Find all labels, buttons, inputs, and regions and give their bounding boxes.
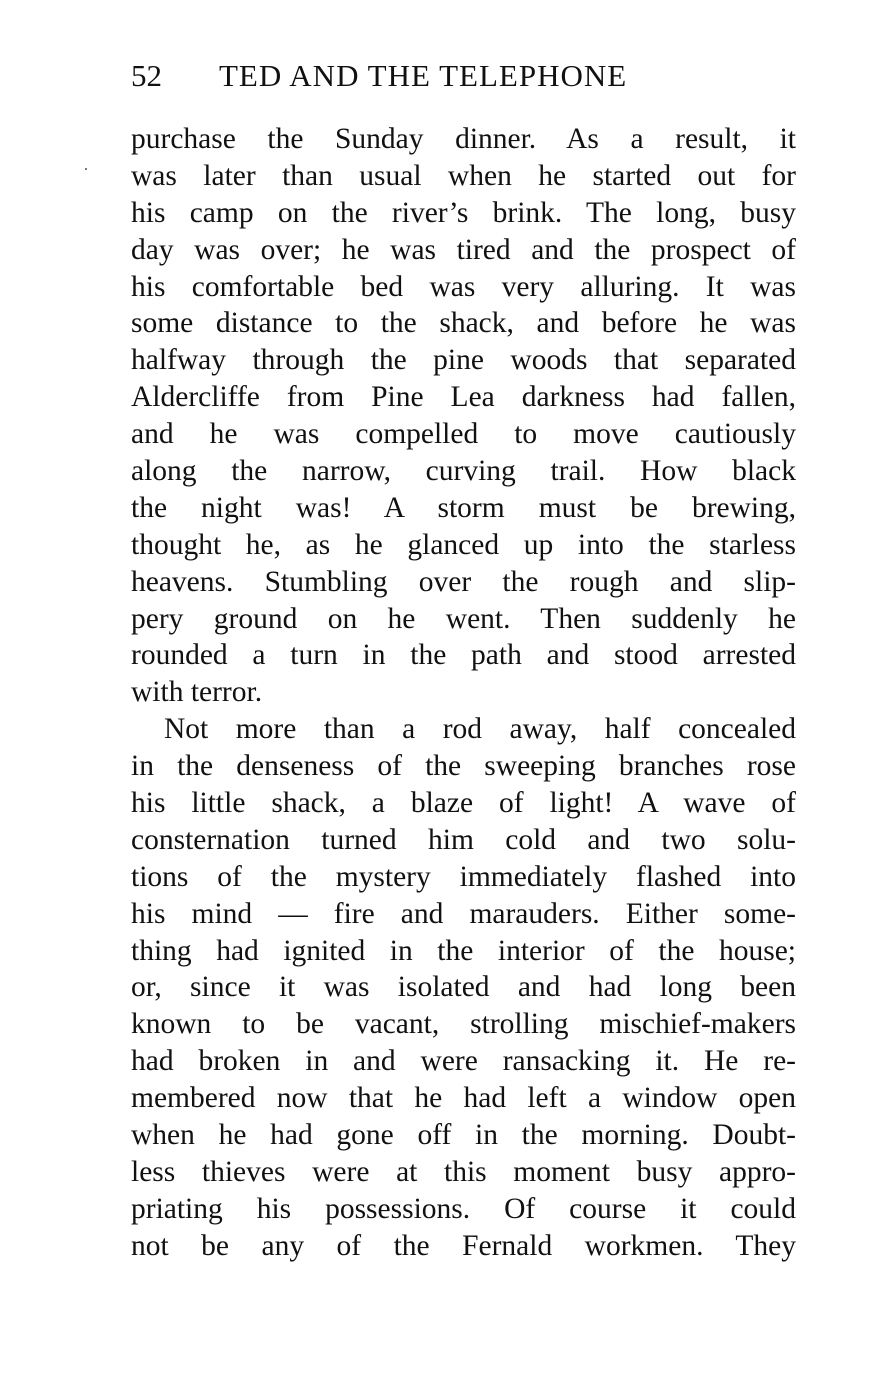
body-text <box>131 121 796 1265</box>
text-line: his little shack, a blaze of light! A wave of <box>131 787 796 820</box>
text-line: thought he, as he glanced up into the starless <box>131 528 796 561</box>
text-line: in the denseness of the sweeping branches rose <box>131 750 796 783</box>
text-line: tions of the mystery immediately flashed into <box>131 860 796 893</box>
text-line: purchase the Sunday dinner. As a result, it <box>131 123 796 155</box>
running-head <box>131 56 801 96</box>
text-line: not be any of the Fernald workmen. They <box>131 1229 796 1262</box>
page-number: 52 <box>131 58 162 93</box>
text-line: or, since it was isolated and had long been <box>131 971 796 1004</box>
text-line: day was over; he was tired and the prospect of <box>131 233 796 266</box>
text-line: had broken in and were ransacking it. He re- <box>131 1045 796 1078</box>
text-line: Not more than a rod away, half concealed <box>164 713 796 746</box>
text-line: pery ground on he went. Then suddenly he <box>131 602 796 635</box>
text-line: when he had gone off in the morning. Doubt- <box>131 1119 796 1152</box>
text-line: his comfortable bed was very alluring. It was <box>131 270 796 303</box>
book-title: TED AND THE TELEPHONE <box>219 58 628 93</box>
text-line: his camp on the river’s brink. The long, busy <box>131 196 796 229</box>
text-line: the night was! A storm must be brewing, <box>131 491 796 524</box>
text-line: priating his possessions. Of course it could <box>131 1192 796 1225</box>
text-line: some distance to the shack, and before he was <box>131 307 796 340</box>
text-line: thing had ignited in the interior of the house; <box>131 934 796 967</box>
paragraph-2 <box>131 711 796 1264</box>
text-line: was later than usual when he started out for <box>131 159 796 192</box>
text-line: along the narrow, curving trail. How black <box>131 455 796 488</box>
text-line: his mind — fire and marauders. Either some- <box>131 897 796 930</box>
text-line: consternation turned him cold and two solu- <box>131 823 796 856</box>
stray-ink-mark <box>85 168 87 170</box>
text-line: halfway through the pine woods that separated <box>131 344 796 377</box>
text-line: membered now that he had left a window open <box>131 1082 796 1115</box>
text-line: less thieves were at this moment busy appro- <box>131 1155 796 1188</box>
text-line: with terror. <box>131 676 263 709</box>
text-line: known to be vacant, strolling mischief-makers <box>131 1008 796 1041</box>
text-line: and he was compelled to move cautiously <box>131 418 796 451</box>
text-line: heavens. Stumbling over the rough and slip- <box>131 565 796 598</box>
paragraph-1 <box>131 121 796 711</box>
text-line: Aldercliffe from Pine Lea darkness had fallen, <box>131 381 796 414</box>
text-line: rounded a turn in the path and stood arrested <box>131 639 796 672</box>
